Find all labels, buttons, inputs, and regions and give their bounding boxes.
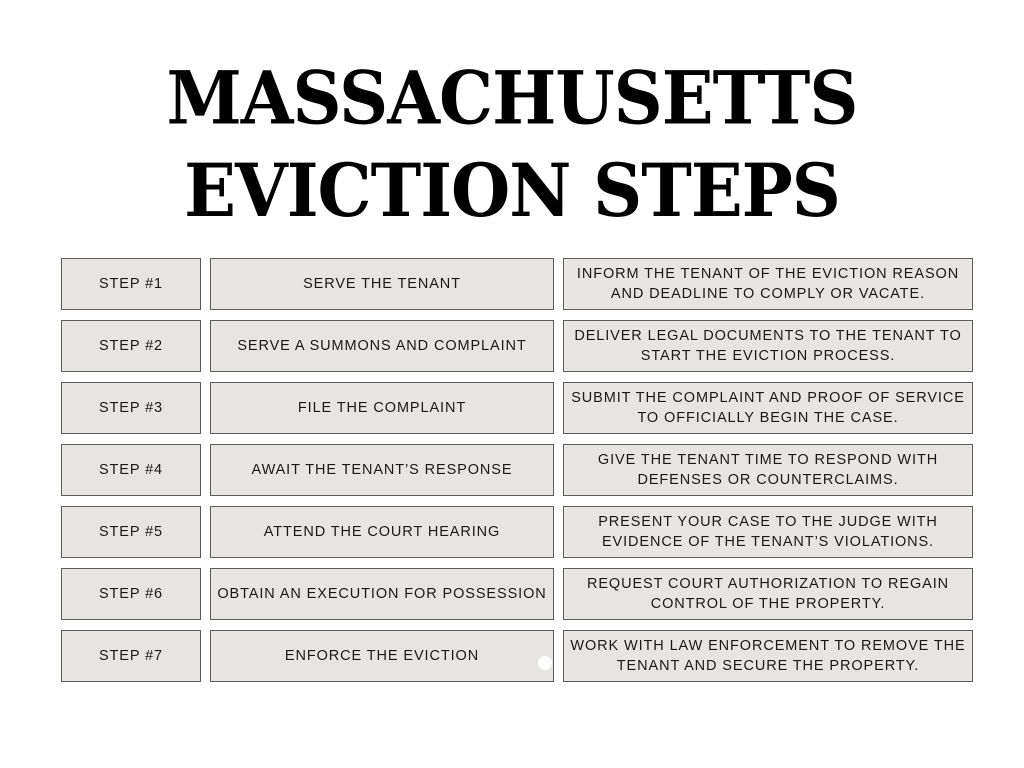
step-action-cell: ATTEND THE COURT HEARING: [210, 506, 554, 558]
step-description-cell: GIVE THE TENANT TIME TO RESPOND WITH DEFENSES OR COUNTERCLAIMS.: [563, 444, 973, 496]
step-description-cell: REQUEST COURT AUTHORIZATION TO REGAIN CONTROL OF THE PROPERTY.: [563, 568, 973, 620]
step-action-cell: ENFORCE THE EVICTION: [210, 630, 554, 682]
step-action-cell: FILE THE COMPLAINT: [210, 382, 554, 434]
step-number-cell: STEP #3: [61, 382, 201, 434]
step-description-cell: WORK WITH LAW ENFORCEMENT TO REMOVE THE TENANT AND SECURE THE PROPERTY.: [563, 630, 973, 682]
step-action-cell: OBTAIN AN EXECUTION FOR POSSESSION: [210, 568, 554, 620]
page-title-line-1: MASSACHUSETTS: [166, 55, 858, 142]
step-description-cell: PRESENT YOUR CASE TO THE JUDGE WITH EVIDENCE OF THE TENANT’S VIOLATIONS.: [563, 506, 973, 558]
step-number-cell: STEP #6: [61, 568, 201, 620]
step-action-cell: SERVE A SUMMONS AND COMPLAINT: [210, 320, 554, 372]
decorative-dot: [538, 656, 552, 670]
step-number-cell: STEP #1: [61, 258, 201, 310]
step-description-cell: SUBMIT THE COMPLAINT AND PROOF OF SERVICE TO OFFICIALLY BEGIN THE CASE.: [563, 382, 973, 434]
step-number-cell: STEP #4: [61, 444, 201, 496]
step-number-cell: STEP #2: [61, 320, 201, 372]
step-action-cell: AWAIT THE TENANT’S RESPONSE: [210, 444, 554, 496]
page-title-line-2: EVICTION STEPS: [184, 148, 840, 235]
step-number-cell: STEP #5: [61, 506, 201, 558]
step-action-cell: SERVE THE TENANT: [210, 258, 554, 310]
step-description-cell: DELIVER LEGAL DOCUMENTS TO THE TENANT TO START THE EVICTION PROCESS.: [563, 320, 973, 372]
step-number-cell: STEP #7: [61, 630, 201, 682]
step-description-cell: INFORM THE TENANT OF THE EVICTION REASON AND DEADLINE TO COMPLY OR VACATE.: [563, 258, 973, 310]
